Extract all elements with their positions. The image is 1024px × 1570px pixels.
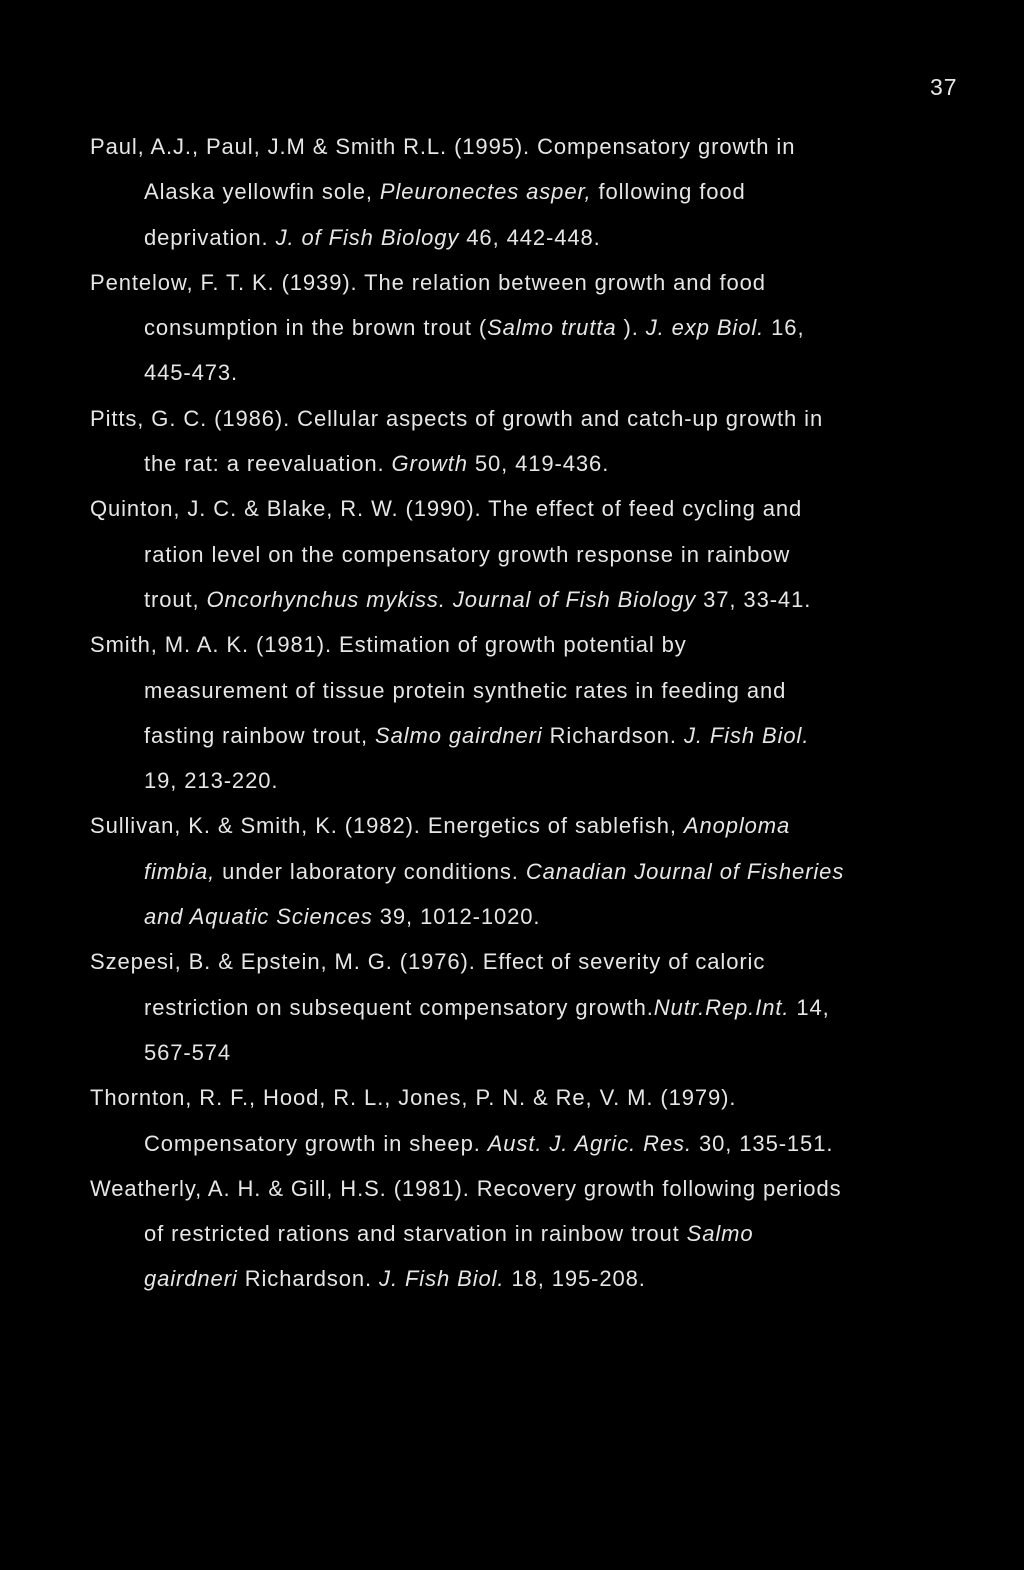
- reference-text: Smith, M. A. K. (1981). Estimation of growth potential by measurement of tissue protein synthetic rates in feeding and fasting rainbow trout,: [90, 632, 787, 748]
- reference-italic-text: J. Fish Biol.: [379, 1266, 505, 1292]
- reference-italic-text: Pleuronectes asper,: [379, 179, 592, 205]
- reference-italic-text: Salmo trutta: [487, 315, 617, 341]
- reference-text: 37, 33-41.: [696, 586, 812, 612]
- reference-text: ).: [616, 315, 646, 341]
- reference-text: Szepesi, B. & Epstein, M. G. (1976). Effect of severity of caloric restriction on subsequent compensatory growth.: [90, 949, 766, 1020]
- reference-italic-text: Salmo gairdneri: [144, 1221, 754, 1292]
- reference-entry: [90, 1075, 950, 1166]
- reference-text: 50, 419-436.: [467, 451, 610, 477]
- reference-text: Weatherly, A. H. & Gill, H.S. (1981). Recovery growth following periods of restricted rations and starvation in rainbow trout: [90, 1175, 842, 1247]
- reference-text: Sullivan, K. & Smith, K. (1982). Energetics of sablefish,: [90, 813, 684, 839]
- reference-entry: [90, 1166, 950, 1302]
- reference-text: 19, 213-220.: [144, 768, 279, 794]
- reference-italic-text: Canadian Journal of Fisheries and Aquatic Sciences: [144, 858, 845, 930]
- reference-italic-text: Nutr.Rep.Int.: [653, 994, 790, 1020]
- reference-entry: [90, 803, 950, 939]
- reference-text: following food deprivation.: [144, 179, 746, 250]
- reference-text: 39, 1012-1020.: [372, 904, 541, 930]
- reference-entry: [90, 622, 950, 803]
- reference-entry: [90, 486, 950, 622]
- reference-entry: [90, 396, 950, 487]
- reference-text: Pentelow, F. T. K. (1939). The relation between growth and food consumption in the brown trout (: [90, 269, 766, 341]
- reference-text: Richardson.: [237, 1266, 380, 1292]
- reference-text: [446, 587, 453, 612]
- reference-entry: [90, 939, 950, 1075]
- reference-italic-text: Journal of Fish Biology: [452, 586, 697, 612]
- reference-text: Quinton, J. C. & Blake, R. W. (1990). The effect of feed cycling and ration level on the compensatory growth response in rainbow trout,: [90, 496, 803, 612]
- reference-text: Paul, A.J., Paul, J.M & Smith R.L. (1995). Compensatory growth in Alaska yellowfin sole,: [90, 134, 796, 205]
- reference-italic-text: J. exp Biol.: [645, 315, 765, 341]
- reference-entry: [90, 260, 950, 396]
- reference-text: under laboratory conditions.: [215, 858, 526, 884]
- reference-text: 46, 442-448.: [459, 224, 601, 250]
- reference-italic-text: Growth: [391, 451, 468, 477]
- reference-list: [90, 124, 950, 1302]
- reference-text: 18, 195-208.: [504, 1266, 646, 1292]
- reference-italic-text: Aust. J. Agric. Res.: [487, 1130, 692, 1156]
- reference-text: 14, 567-574: [144, 994, 830, 1065]
- reference-italic-text: J. Fish Biol.: [683, 722, 810, 748]
- page-number: 37: [930, 74, 958, 100]
- reference-italic-text: Salmo gairdneri: [375, 722, 543, 748]
- reference-italic-text: Anoploma fimbia,: [144, 813, 791, 884]
- reference-text: Pitts, G. C. (1986). Cellular aspects of growth and catch-up growth in the rat: a reevaluation.: [90, 405, 824, 477]
- reference-italic-text: Oncorhynchus mykiss.: [206, 586, 446, 612]
- reference-entry: [90, 124, 950, 260]
- reference-text: Thornton, R. F., Hood, R. L., Jones, P. N. & Re, V. M. (1979). Compensatory growth in sheep.: [90, 1085, 737, 1156]
- reference-text: Richardson.: [542, 722, 684, 748]
- reference-text: 30, 135-151.: [691, 1130, 834, 1156]
- reference-text: 16, 445-473.: [144, 315, 805, 386]
- reference-italic-text: J. of Fish Biology: [275, 224, 460, 250]
